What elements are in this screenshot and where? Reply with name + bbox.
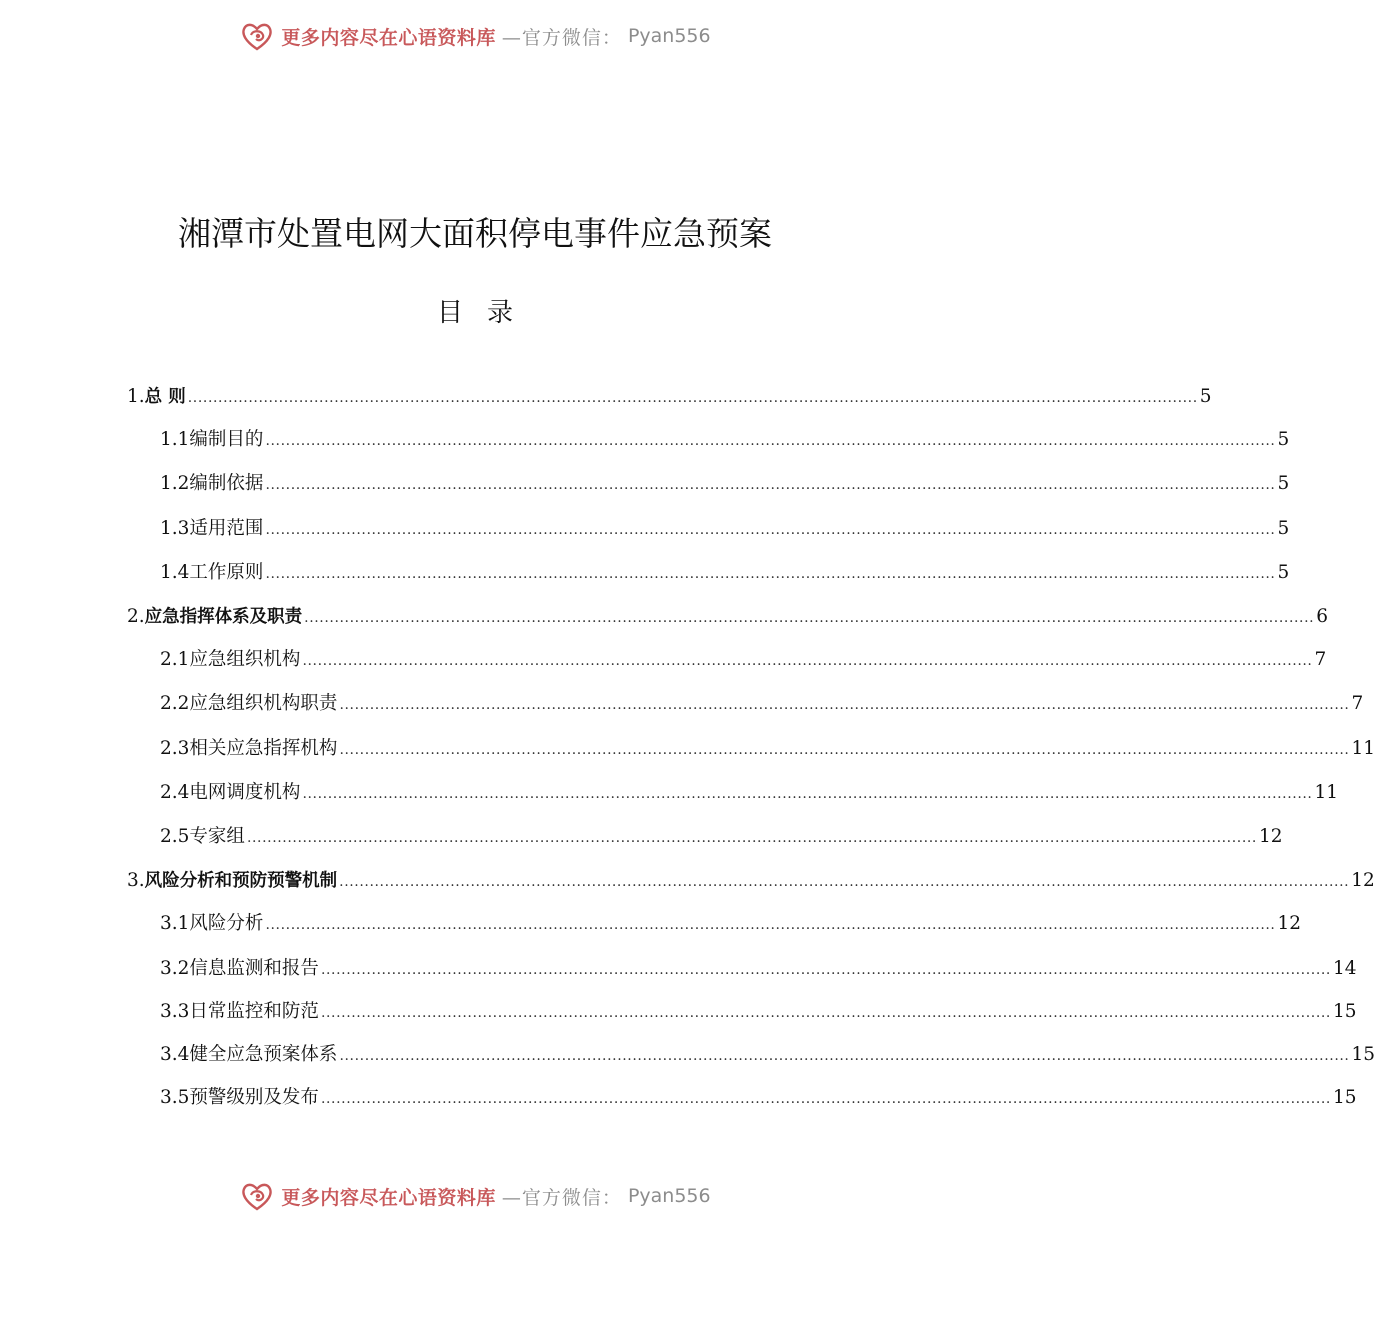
toc-entry-label: 预警级别及发布 <box>189 1087 319 1108</box>
toc-entry-number: 3.1 <box>160 913 190 934</box>
toc-entry[interactable] <box>160 778 1339 808</box>
toc-entry[interactable] <box>160 909 1302 939</box>
toc-dot-leader: ........................................................................................................................................................................................................ <box>320 1091 1331 1107</box>
toc-entry-page: 14 <box>1332 958 1357 979</box>
toc-dot-leader: ........................................................................................................................................................................................................ <box>302 786 1313 802</box>
toc-entry-label: 应急组织机构职责 <box>189 693 338 714</box>
toc-heading <box>0 292 950 329</box>
toc-entry-number: 1. <box>127 386 145 407</box>
toc-entry-number: 3.4 <box>160 1044 190 1065</box>
toc-entry[interactable] <box>160 954 1357 984</box>
toc-entry-number: 3.2 <box>160 958 190 979</box>
watermark-separator-text: —官方微信： <box>501 26 622 49</box>
toc-entry-number: 2.1 <box>160 649 190 670</box>
toc-dot-leader: ........................................................................................................................................................................................................ <box>339 697 1350 713</box>
watermark-main-text: 更多内容尽在心语资料库 <box>281 26 496 49</box>
toc-dot-leader: ........................................................................................................................................................................................................ <box>339 1048 1350 1064</box>
toc-dot-leader: ........................................................................................................................................................................................................ <box>302 653 1313 669</box>
toc-entry-number: 2.3 <box>160 738 190 759</box>
toc-entry-label: 信息监测和报告 <box>189 958 319 979</box>
footer-watermark <box>0 1176 950 1216</box>
watermark-main-text: 更多内容尽在心语资料库 <box>281 1186 496 1209</box>
toc-entry-number: 1.1 <box>160 429 190 450</box>
toc-entry-page: 5 <box>1277 518 1290 539</box>
toc-dot-leader: ........................................................................................................................................................................................................ <box>320 1005 1331 1021</box>
toc-entry-label: 风险分析和预防预警机制 <box>144 871 338 891</box>
toc-entry-number: 2.5 <box>160 826 190 847</box>
watermark-separator-text: —官方微信： <box>501 1186 622 1209</box>
toc-entry-label: 风险分析 <box>189 913 264 934</box>
toc-entry[interactable] <box>160 514 1290 544</box>
heart-swirl-logo-icon <box>239 18 275 54</box>
watermark-wechat-id: Pyan556 <box>627 25 711 47</box>
toc-dot-leader: ........................................................................................................................................................................................................ <box>265 433 1276 449</box>
toc-dot-leader: ........................................................................................................................................................................................................ <box>304 610 1315 626</box>
toc-dot-leader: ........................................................................................................................................................................................................ <box>339 874 1350 890</box>
toc-entry[interactable] <box>127 866 1375 896</box>
document-title: 湘潭市处置电网大面积停电事件应急预案 <box>178 214 772 253</box>
toc-entry-page: 6 <box>1316 606 1328 627</box>
toc-entry-number: 1.3 <box>160 518 190 539</box>
toc-entry-number: 3.5 <box>160 1087 190 1108</box>
toc-dot-leader: ........................................................................................................................................................................................................ <box>265 917 1276 933</box>
toc-entry[interactable] <box>127 382 1212 412</box>
watermark-wechat-id: Pyan556 <box>627 1185 711 1207</box>
toc-entry-label: 编制依据 <box>189 473 264 494</box>
toc-heading-text: 目录 <box>436 298 537 328</box>
toc-entry[interactable] <box>160 822 1283 852</box>
toc-entry-label: 编制目的 <box>189 429 264 450</box>
toc-entry-page: 7 <box>1351 693 1364 714</box>
toc-entry[interactable] <box>160 997 1357 1027</box>
toc-entry-page: 5 <box>1277 473 1290 494</box>
toc-entry-label: 专家组 <box>189 826 245 847</box>
toc-entry[interactable] <box>160 425 1290 455</box>
toc-entry-number: 3. <box>127 870 145 891</box>
toc-entry-number: 2.4 <box>160 782 190 803</box>
toc-entry[interactable] <box>160 734 1375 764</box>
heart-swirl-logo-icon <box>239 1178 275 1214</box>
toc-entry-page: 5 <box>1277 562 1290 583</box>
toc-entry-number: 2.2 <box>160 693 190 714</box>
toc-entry-number: 1.2 <box>160 473 190 494</box>
toc-entry-page: 15 <box>1332 1001 1357 1022</box>
toc-dot-leader: ........................................................................................................................................................................................................ <box>265 522 1276 538</box>
toc-entry[interactable] <box>160 689 1364 719</box>
toc-entry-page: 12 <box>1277 913 1302 934</box>
toc-entry-page: 15 <box>1332 1087 1357 1108</box>
toc-entry-page: 5 <box>1199 386 1212 407</box>
toc-entry-page: 11 <box>1314 782 1339 803</box>
toc-entry-number: 1.4 <box>160 562 190 583</box>
toc-entry-page: 15 <box>1351 1044 1375 1065</box>
toc-entry[interactable] <box>127 602 1328 632</box>
toc-entry-page: 12 <box>1351 870 1375 891</box>
toc-entry[interactable] <box>160 1083 1357 1113</box>
toc-entry-page: 5 <box>1277 429 1290 450</box>
toc-entry[interactable] <box>160 469 1290 499</box>
toc-entry[interactable] <box>160 1040 1375 1070</box>
toc-dot-leader: ........................................................................................................................................................................................................ <box>339 742 1350 758</box>
toc-entry-number: 3.3 <box>160 1001 190 1022</box>
toc-entry-label: 应急指挥体系及职责 <box>144 607 303 627</box>
toc-entry-label: 工作原则 <box>189 562 264 583</box>
header-watermark <box>0 16 950 56</box>
toc-entry[interactable] <box>160 645 1327 675</box>
toc-entry-number: 2. <box>127 606 145 627</box>
toc-entry[interactable] <box>160 558 1290 588</box>
toc-dot-leader: ........................................................................................................................................................................................................ <box>187 390 1198 406</box>
toc-dot-leader: ........................................................................................................................................................................................................ <box>265 477 1276 493</box>
toc-entry-label: 健全应急预案体系 <box>189 1044 338 1065</box>
toc-entry-label: 相关应急指挥机构 <box>189 738 338 759</box>
toc-entry-page: 7 <box>1314 649 1327 670</box>
toc-entry-label: 电网调度机构 <box>189 782 301 803</box>
toc-dot-leader: ........................................................................................................................................................................................................ <box>246 830 1257 846</box>
toc-entry-page: 11 <box>1351 738 1375 759</box>
toc-entry-label: 总 则 <box>144 387 186 407</box>
toc-entry-label: 应急组织机构 <box>189 649 301 670</box>
toc-entry-label: 日常监控和防范 <box>189 1001 319 1022</box>
toc-dot-leader: ........................................................................................................................................................................................................ <box>265 566 1276 582</box>
toc-dot-leader: ........................................................................................................................................................................................................ <box>320 962 1331 978</box>
toc-entry-label: 适用范围 <box>189 518 264 539</box>
toc-entry-page: 12 <box>1258 826 1283 847</box>
